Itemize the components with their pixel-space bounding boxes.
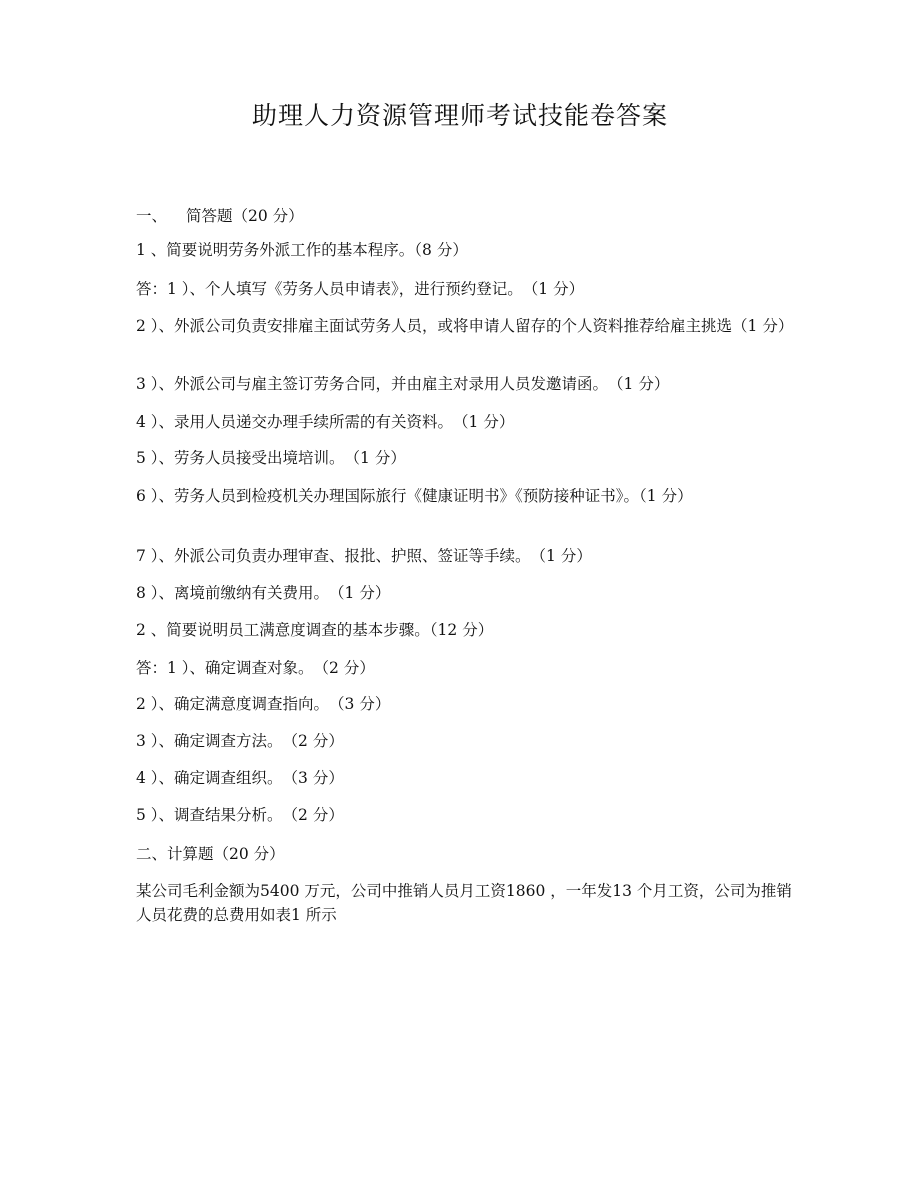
q1-answer-4: 4 ）、录用人员递交办理手续所需的有关资料。 （1 分） bbox=[136, 413, 515, 431]
section-1-heading bbox=[136, 204, 816, 228]
q1-answer-6: 6 ）、劳务人员到检疫机关办理国际旅行《健康证明书》《预防接种证书》。（1 分） bbox=[136, 487, 693, 505]
q1-answer-3: 3 ）、外派公司与雇主签订劳务合同，并由雇主对录用人员发邀请函。 （1 分） bbox=[136, 375, 670, 393]
q1-answer-5: 5 ）、劳务人员接受出境培训。 （1 分） bbox=[136, 449, 406, 467]
section-2-heading: 二、计算题（20 分） bbox=[136, 845, 285, 863]
question-1: 1 、简要说明劳务外派工作的基本程序。（8 分） bbox=[136, 241, 468, 259]
q2-answer-1: 答：1 ）、确定调查对象。 （2 分） bbox=[136, 659, 375, 677]
section-1-number: 一、 bbox=[136, 207, 168, 225]
question-2: 2 、简要说明员工满意度调查的基本步骤。（12 分） bbox=[136, 621, 494, 639]
q2-answer-3: 3 ）、确定调查方法。 （2 分） bbox=[136, 732, 344, 750]
section-1-title: 简答题（20 分） bbox=[186, 207, 304, 225]
q2-answer-4: 4 ）、确定调查组织。 （3 分） bbox=[136, 769, 344, 787]
q1-answer-2: 2 ）、外派公司负责安排雇主面试劳务人员，或将申请人留存的个人资料推荐给雇主挑选（1 分） bbox=[136, 317, 794, 335]
q2-answer-5: 5 ）、调查结果分析。 （2 分） bbox=[136, 806, 344, 824]
section-2-paragraph: 某公司毛利金额为5400 万元，公司中推销人员月工资1860 ，一年发13 个月工资，公司为推销人员花费的总费用如表1 所示 bbox=[136, 882, 792, 924]
q2-answer-2: 2 ）、确定满意度调查指向。 （3 分） bbox=[136, 695, 391, 713]
q1-answer-1: 答：1 ）、个人填写《劳务人员申请表》，进行预约登记。 （1 分） bbox=[136, 280, 585, 298]
q1-answer-8: 8 ）、离境前缴纳有关费用。 （1 分） bbox=[136, 584, 391, 602]
document-title: 助理人力资源管理师考试技能卷答案 bbox=[251, 101, 668, 130]
q1-answer-7: 7 ）、外派公司负责办理审查、报批、护照、签证等手续。 （1 分） bbox=[136, 547, 592, 565]
